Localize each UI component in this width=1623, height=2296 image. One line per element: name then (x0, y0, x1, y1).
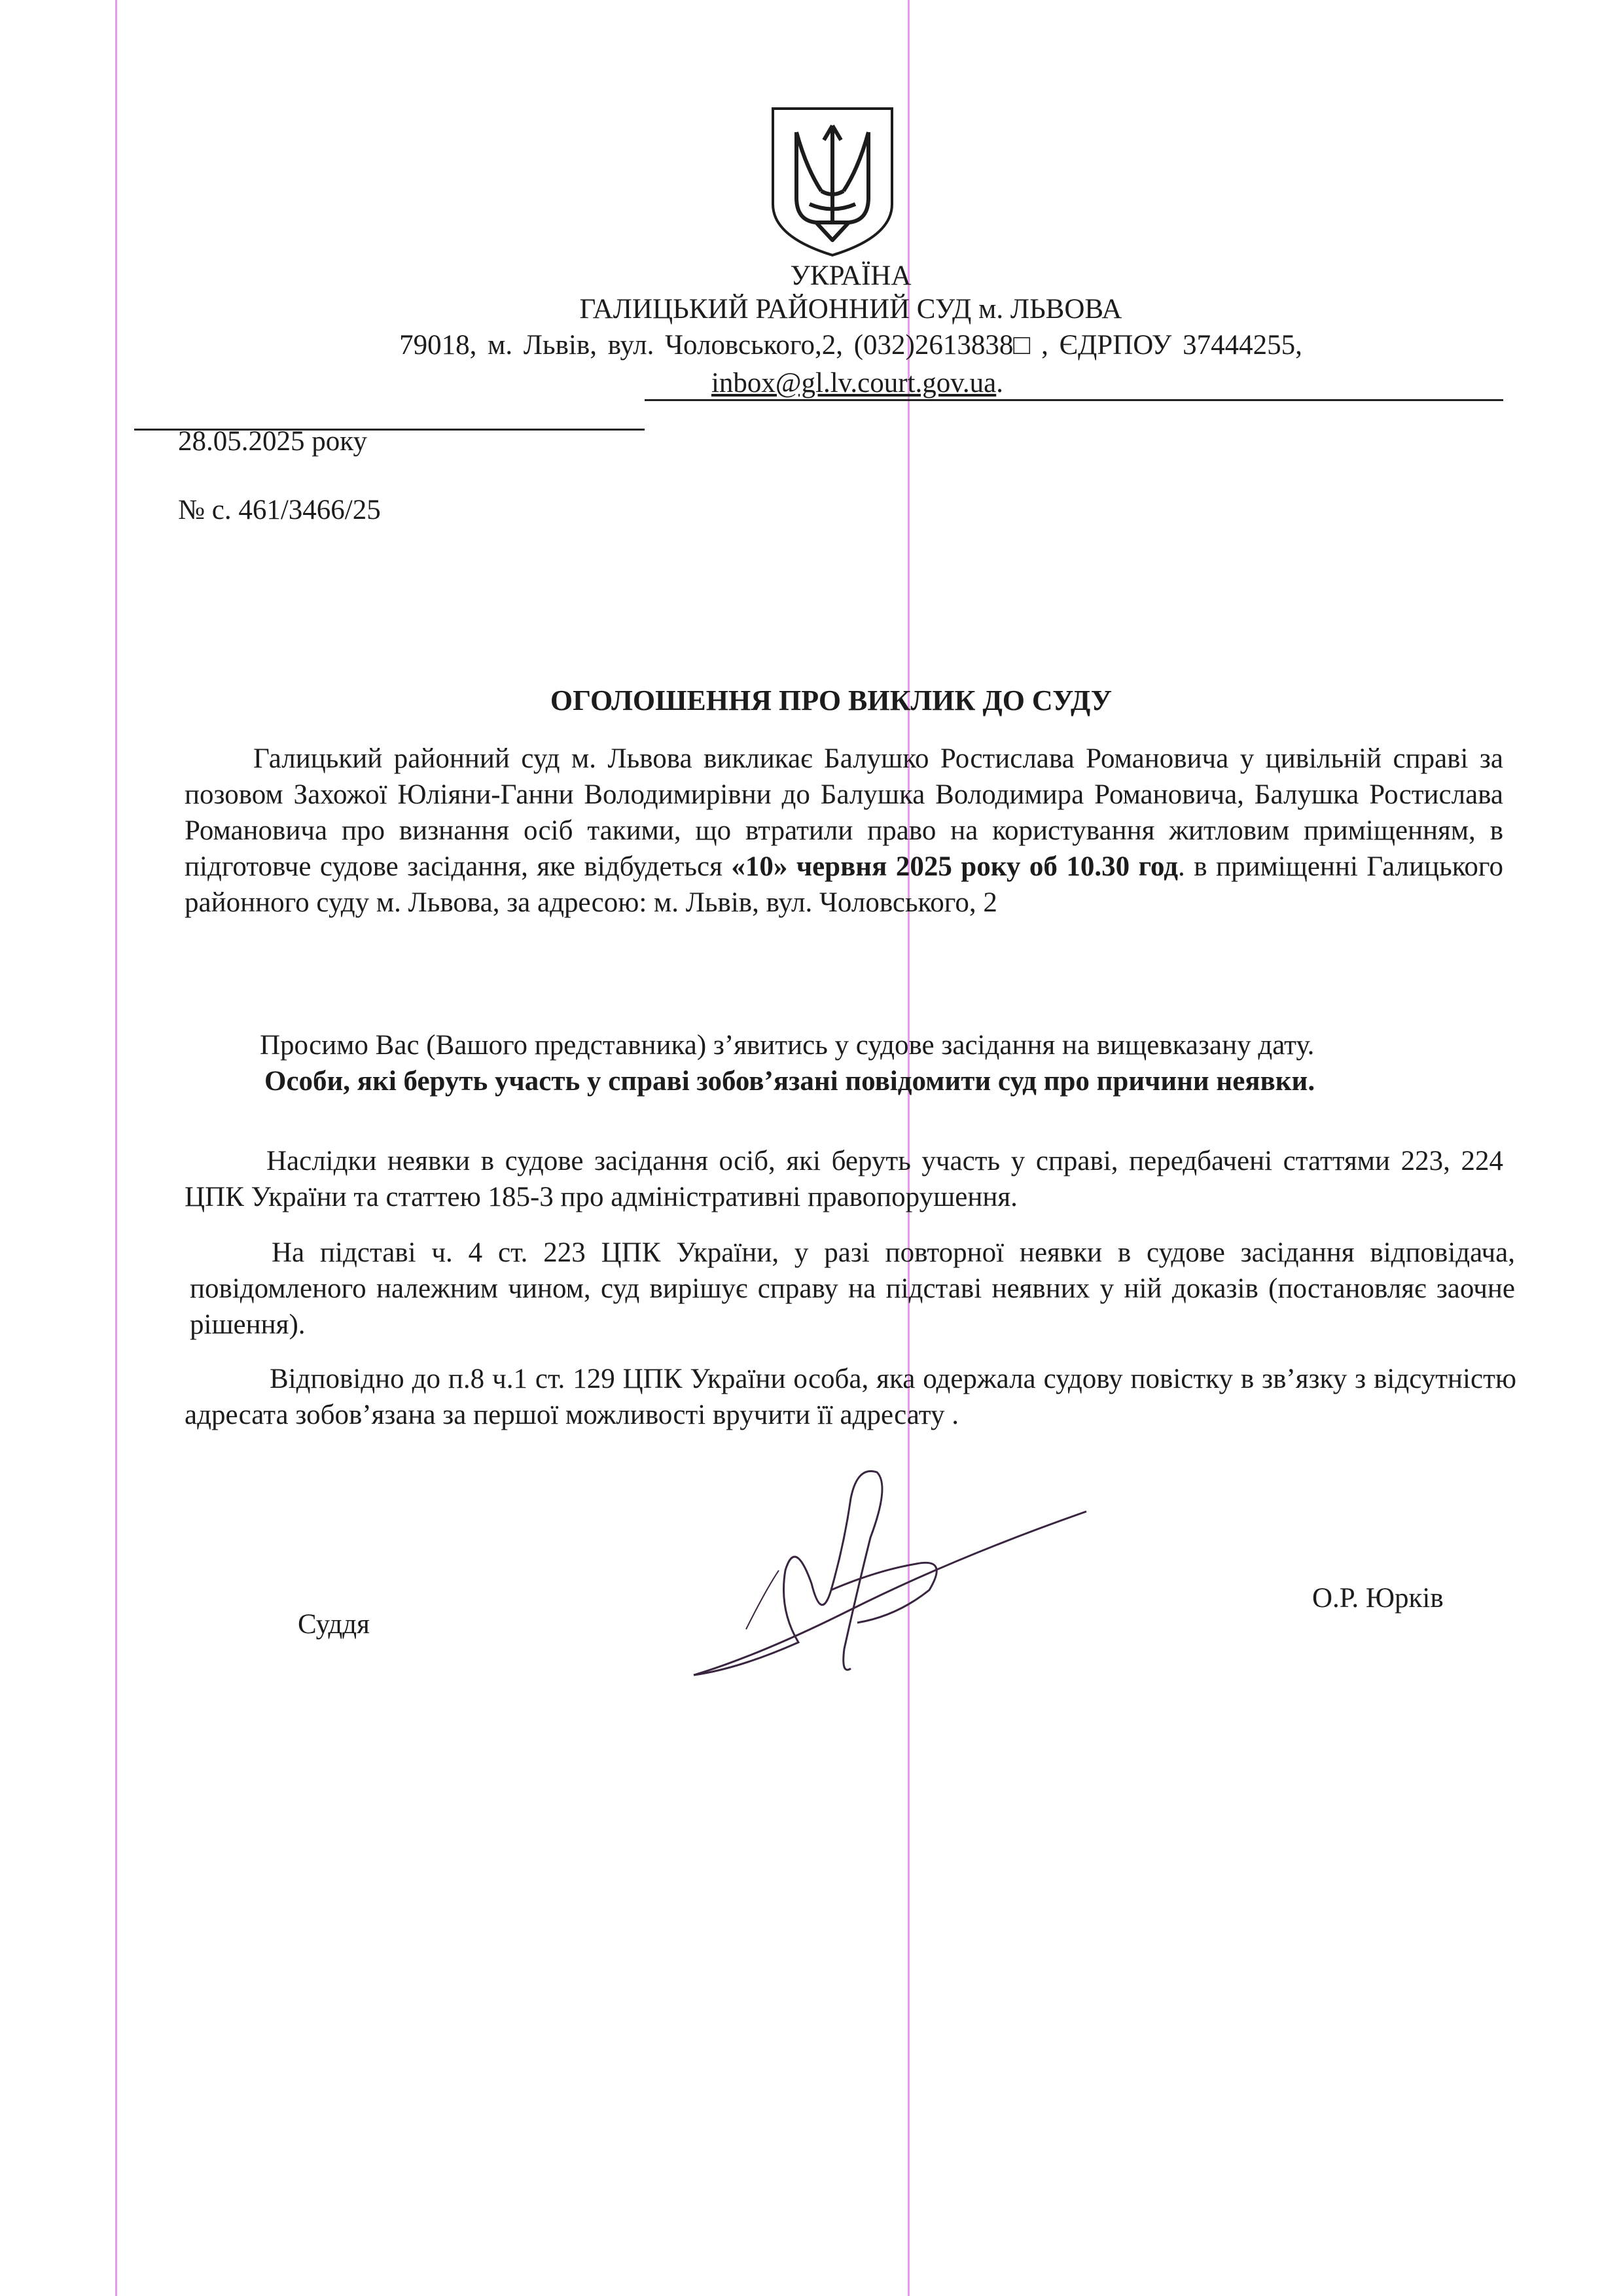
paragraph-request (185, 1027, 1503, 1099)
document-date: 28.05.2025 року (178, 426, 368, 457)
hearing-datetime: «10» червня 2025 року об 10.30 год (731, 851, 1179, 882)
paragraph-summons-text: Галицький районний суд м. Львова викликає Балушко Ростислава Романовича у цивільній справі за позовом Захожої Юліяни-Ганни Володимирівни до Балушка Володимира Романовича, Балушка Ростислава Романовича про визнання осіб такими, що втратили право на користування житловим приміщенням, в підготовче судове засідання, яке відбудеться (185, 743, 1503, 882)
header-email-suffix: . (996, 368, 1004, 398)
paragraph-consequences: Наслідки неявки в судове засідання осіб, які беруть участь у справі, передбачені статтями 223, 224 ЦПК України та статтею 185-3 про адміністративні правопорушення. (185, 1146, 1503, 1212)
header-address: 79018, м. Львів, вул. Чоловського,2, (032)2613838□ , ЄДРПОУ 37444255, (399, 330, 1302, 361)
case-number: № с. 461/3466/25 (178, 495, 381, 525)
paragraph-request-text: Просимо Вас (Вашого представника) з’явитись у судове засідання на вищевказану дату. (260, 1030, 1315, 1061)
signature-name: О.Р. Юрків (1312, 1583, 1444, 1614)
trident-coat-of-arms-icon (770, 106, 895, 258)
header-country: УКРАЇНА (790, 260, 912, 291)
header-email[interactable]: inbox@gl.lv.court.gov.ua (711, 368, 997, 398)
document-title: ОГОЛОШЕННЯ ПРО ВИКЛИК ДО СУДУ (550, 684, 1113, 716)
paragraph-summons (185, 741, 1503, 921)
header-court-name: ГАЛИЦЬКИЙ РАЙОННИЙ СУД м. ЛЬВОВА (579, 294, 1122, 325)
paragraph-delivery: Відповідно до п.8 ч.1 ст. 129 ЦПК України особа, яка одержала судову повістку в зв’язку з відсутністю адресата зобов’язана за першої можливості вручити її адресату . (185, 1364, 1516, 1430)
header-rule-right (645, 399, 1503, 401)
paragraph-summons-tail: . в приміщенні Галицького районного суду м. Львова, за адресою: м. Львів, вул. Чоловського, 2 (185, 851, 1504, 918)
paragraph-default-judgment: На підставі ч. 4 ст. 223 ЦПК України, у разі повторної неявки в судове засідання відповідача, повідомленого належним чином, суд вирішує справу на підставі неявних у ній доказів (постановляє заочне рішення). (190, 1237, 1515, 1340)
handwritten-signature (681, 1459, 1099, 1695)
header-email-line (46, 366, 1623, 400)
paragraph-request-bold: Особи, які беруть участь у справі зобов’язані повідомити суд про причини неявки. (264, 1066, 1315, 1097)
signature-role: Суддя (298, 1609, 370, 1640)
